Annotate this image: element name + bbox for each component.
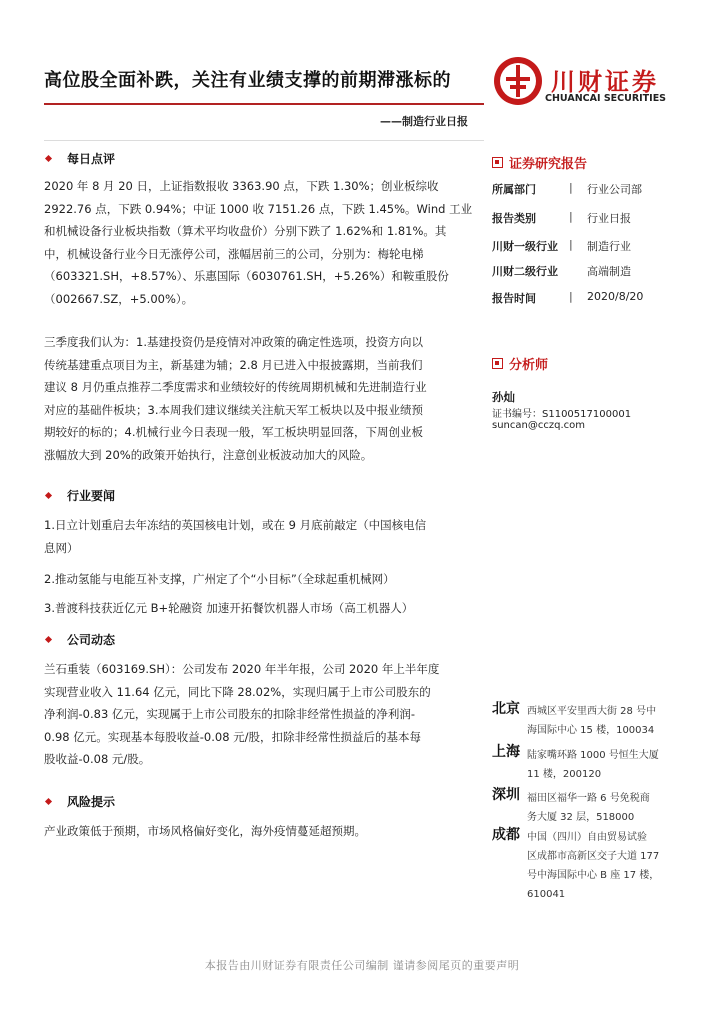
info-separator: |: [569, 238, 573, 251]
risk-paragraph: [44, 820, 484, 843]
text-line: 1.日立计划重启去年冻结的英国核电计划，或在 9 月底前敲定（中国核电信: [44, 518, 427, 532]
info-separator: |: [569, 181, 573, 194]
info-key: 川财一级行业: [492, 240, 558, 253]
section-daily-comment: [44, 150, 115, 167]
company-news-paragraph: [44, 658, 484, 771]
office-city-chengdu: 成都: [492, 827, 520, 843]
text-line: （603321.SH，+8.57%）、乐惠国际（6030761.SH，+5.26%）和鞍重股份: [44, 269, 449, 283]
office-address-shanghai: [527, 746, 687, 784]
address-line: 11 楼，200120: [527, 769, 602, 780]
address-line: 海国际中心 15 楼，100034: [527, 725, 655, 736]
address-line: 陆家嘴环路 1000 号恒生大厦: [527, 750, 659, 761]
address-line: 福田区福华一路 6 号免税商: [527, 793, 650, 804]
text-line: 0.98 亿元。实现基本每股收益-0.08 元/股，扣除非经常性损益后的基本每: [44, 729, 422, 744]
text-line: 传统基建重点项目为主，新基建为辅；2.8 月已进入中报披露期，当前我们: [44, 357, 423, 372]
daily-comment-paragraph-2: [44, 331, 484, 466]
text-line: 息网）: [44, 540, 79, 555]
header-divider: [44, 103, 484, 105]
analyst-name: 孙灿: [492, 390, 515, 404]
logo-name-en: CHUANCAI SECURITIES: [545, 93, 667, 104]
sidebar-title-text: 证券研究报告: [509, 157, 588, 172]
text-line: 建议 8 月仍重点推荐二季度需求和业绩较好的传统周期机械和先进制造行业: [44, 380, 427, 394]
office-city-beijing: 北京: [492, 701, 520, 717]
address-line: 务大厦 32 层，518000: [527, 812, 635, 823]
text-line: 2922.76 点，下跌 0.94%；中证 1000 收 7151.26 点，下跌 1.45%。Wind 工业: [44, 201, 473, 216]
address-line: 西城区平安里西大街 28 号中: [527, 706, 657, 717]
diamond-bullet-icon: [44, 154, 53, 163]
report-flag-icon: [492, 157, 503, 168]
text-line: 产业政策低于预期，市场风格偏好变化，海外疫情蔓延超预期。: [44, 824, 366, 838]
info-key: 报告类别: [492, 212, 536, 225]
address-line: 610041: [527, 889, 566, 900]
diamond-bullet-icon: [44, 635, 53, 644]
info-key: 所属部门: [492, 183, 536, 196]
text-line: 和机械设备行业板块指数（算术平均收盘价）分别下跌了 1.62%和 1.81%。其: [44, 224, 447, 238]
info-value: 行业公司部: [587, 183, 642, 196]
text-line: 2020 年 8 月 20 日，上证指数报收 3363.90 点，下跌 1.30%；创业板综收: [44, 179, 439, 193]
address-line: 号中海国际中心 B 座 17 楼，: [527, 870, 660, 881]
text-line: 净利润-0.83 亿元，实现属于上市公司股东的扣除非经常性损益的净利润-: [44, 707, 416, 721]
analyst-cert: 证书编号：S1100517100001: [492, 409, 632, 420]
address-line: 区成都市高新区交子大道 177: [527, 851, 660, 862]
section-company-news: [44, 631, 115, 648]
text-line: 实现营业收入 11.64 亿元，同比下降 28.02%，实现归属于上市公司股东的: [44, 684, 431, 699]
section-industry-news: [44, 487, 115, 504]
office-address-beijing: [527, 702, 687, 740]
logo-name-cn: 川财证券: [551, 68, 659, 96]
section-title: 每日点评: [67, 152, 116, 166]
address-line: 中国（四川）自由贸易试验: [527, 832, 647, 843]
daily-comment-paragraph-1: [44, 175, 484, 310]
office-address-chengdu: [527, 828, 687, 904]
info-key: 川财二级行业: [492, 265, 558, 278]
section-title: 公司动态: [67, 633, 116, 647]
news-item-1: [44, 514, 484, 559]
news-item-2: [44, 568, 484, 591]
text-line: 三季度我们认为：1.基建投资仍是疫情对冲政策的确定性选项，投资方向以: [44, 335, 423, 349]
info-separator: |: [569, 290, 573, 303]
office-city-shenzhen: 深圳: [492, 787, 520, 803]
section-title: 行业要闻: [67, 489, 116, 503]
text-line: 对应的基础件板块；3.本周我们建议继续关注航天军工板块以及中报业绩预: [44, 402, 423, 417]
info-value: 制造行业: [587, 240, 631, 253]
analyst-title-text: 分析师: [509, 358, 549, 373]
info-value: 2020/8/20: [587, 290, 644, 303]
text-line: 涨幅放大到 20%的政策开始执行，注意创业板波动加大的风险。: [44, 447, 373, 462]
office-address-shenzhen: [527, 789, 687, 827]
page-footer-disclaimer: 本报告由川财证券有限责任公司编制 谨请参阅尾页的重要声明: [204, 959, 520, 972]
diamond-bullet-icon: [44, 797, 53, 806]
text-line: 兰石重装（603169.SH）：公司发布 2020 年半年报，公司 2020 年上半年度: [44, 662, 440, 676]
diamond-bullet-icon: [44, 491, 53, 500]
news-item-3: [44, 597, 484, 620]
text-line: 2.推动氢能与电能互补支撑，广州定了个“小目标”（全球起重机械网）: [44, 572, 395, 586]
text-line: （002667.SZ，+5.00%）。: [44, 291, 194, 306]
analyst-flag-icon: [492, 358, 503, 369]
section-title: 风险提示: [67, 795, 116, 809]
report-subtitle: ——制造行业日报: [380, 115, 468, 128]
office-city-shanghai: 上海: [492, 744, 520, 760]
report-title: 高位股全面补跌，关注有业绩支撑的前期滞涨标的: [44, 70, 451, 91]
text-line: 期较好的标的；4.机械行业今日表现一般，军工板块明显回落，下周创业板: [44, 425, 423, 439]
info-value: 高端制造: [587, 265, 631, 278]
text-line: 股收益-0.08 元/股。: [44, 752, 151, 766]
chuancai-logo-icon: [492, 55, 544, 107]
info-value: 行业日报: [587, 212, 631, 225]
text-line: 中，机械设备行业今日无涨停公司，涨幅居前三的公司，分别为：梅轮电梯: [44, 246, 424, 261]
info-key: 报告时间: [492, 292, 536, 305]
section-risk: [44, 793, 115, 810]
content-divider: [44, 140, 484, 141]
sidebar-analyst-title: [492, 354, 548, 373]
text-line: 3.普渡科技获近亿元 B+轮融资 加速开拓餐饮机器人市场（高工机器人）: [44, 601, 414, 615]
info-separator: |: [569, 210, 573, 223]
analyst-email[interactable]: suncan@cczq.com: [492, 420, 585, 431]
sidebar-report-title: [492, 153, 587, 172]
